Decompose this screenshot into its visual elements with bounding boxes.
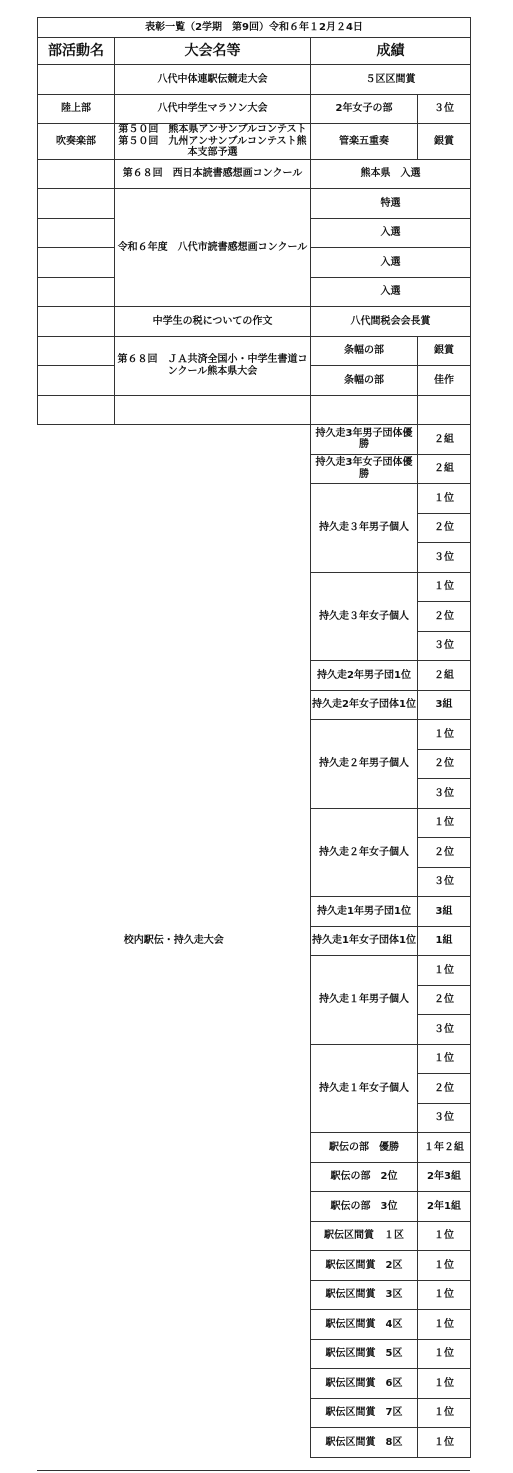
result-award-cell: ３位 [418,94,471,124]
result-award-cell: 3組 [418,897,471,927]
table-row [38,425,471,455]
result-award-cell: １位 [418,1221,471,1251]
result-award-cell: 3組 [418,690,471,720]
result-award-cell: 銀賞 [418,124,471,160]
result-award-cell: ３位 [418,543,471,573]
bottom-rule [37,1470,470,1471]
result-award-cell: ２位 [418,749,471,779]
result-award-cell: ２位 [418,985,471,1015]
result-award-cell: 2年1組 [418,1192,471,1222]
result-category-cell: 持久走２年女子個人 [311,808,418,897]
event-cell [115,124,311,160]
club-cell [38,366,115,396]
club-cell [38,189,115,219]
event-cell: 令和６年度 八代市読書感想画コンクール [115,189,311,307]
table-row [38,94,471,124]
result-category-cell [311,395,418,425]
result-award-cell: ３位 [418,867,471,897]
event-cell: 八代中学生マラソン大会 [115,94,311,124]
result-category-cell: 持久走1年女子団体1位 [311,926,418,956]
club-cell [38,218,115,248]
result-category-cell: 持久走3年女子団体優勝 [311,454,418,484]
result-category-cell: 持久走３年女子個人 [311,572,418,661]
club-cell: 吹奏楽部 [38,124,115,160]
result-category-cell: 持久走2年女子団体1位 [311,690,418,720]
table-row [38,124,471,160]
result-award-cell: １年２組 [418,1133,471,1163]
event-cell: 第６８回 西日本読書感想画コンクール [115,159,311,189]
result-category-cell: 駅伝の部 2位 [311,1162,418,1192]
result-award-cell: １位 [418,1369,471,1399]
club-cell [38,65,115,95]
result-category-cell: 持久走3年男子団体優勝 [311,425,418,455]
result-award-cell: １位 [418,1044,471,1074]
result-award-cell: １位 [418,956,471,986]
result-cell: 特選 [311,189,471,219]
result-award-cell: ３位 [418,1015,471,1045]
result-award-cell: １位 [418,1280,471,1310]
result-award-cell: 佳作 [418,366,471,396]
result-award-cell: ２位 [418,602,471,632]
table-row [38,336,471,366]
sheet-title: 表彰一覧（2学期 第9回）令和６年１2月２4日 [38,18,471,38]
event-cell: 第６８回 ＪＡ共済全国小・中学生書道コンクール熊本県大会 [115,336,311,395]
result-category-cell: 持久走３年男子個人 [311,484,418,573]
table-row [38,65,471,95]
result-award-cell: ３位 [418,631,471,661]
award-sheet [37,17,470,1458]
result-award-cell: １位 [418,1398,471,1428]
result-award-cell: ２位 [418,513,471,543]
result-award-cell: 銀賞 [418,336,471,366]
result-award-cell: １位 [418,1339,471,1369]
result-category-cell: 2年女子の部 [311,94,418,124]
result-award-cell: １位 [418,484,471,514]
result-cell: 熊本県 入選 [311,159,471,189]
result-award-cell: １位 [418,1310,471,1340]
club-cell [38,159,115,189]
club-cell [38,248,115,278]
result-award-cell: １位 [418,1428,471,1458]
result-category-cell: 駅伝区間賞 3区 [311,1280,418,1310]
result-category-cell: 駅伝の部 優勝 [311,1133,418,1163]
event-cell: 中学生の税についての作文 [115,307,311,337]
header-event: 大会名等 [115,38,311,65]
result-cell: ５区区間賞 [311,65,471,95]
result-category-cell: 駅伝区間賞 8区 [311,1428,418,1458]
result-cell: 八代間税会会長賞 [311,307,471,337]
result-award-cell: ２組 [418,425,471,455]
event-cell: 校内駅伝・持久走大会 [38,425,311,1458]
result-category-cell: 駅伝区間賞 4区 [311,1310,418,1340]
result-category-cell: 管楽五重奏 [311,124,418,160]
result-category-cell: 持久走１年女子個人 [311,1044,418,1133]
header-club: 部活動名 [38,38,115,65]
result-category-cell: 駅伝区間賞 １区 [311,1221,418,1251]
result-award-cell [418,395,471,425]
club-cell [38,307,115,337]
result-category-cell: 持久走１年男子個人 [311,956,418,1045]
result-award-cell: 1組 [418,926,471,956]
table-row [38,159,471,189]
result-category-cell: 駅伝区間賞 2区 [311,1251,418,1281]
event-cell: 八代中体連駅伝競走大会 [115,65,311,95]
result-category-cell: 駅伝区間賞 7区 [311,1398,418,1428]
event-cell [115,395,311,425]
result-award-cell: １位 [418,808,471,838]
result-category-cell: 持久走1年男子団1位 [311,897,418,927]
club-cell [38,395,115,425]
club-cell [38,277,115,307]
result-award-cell: 2年3組 [418,1162,471,1192]
result-category-cell: 条幅の部 [311,336,418,366]
result-award-cell: ３位 [418,1103,471,1133]
result-cell: 入選 [311,277,471,307]
result-award-cell: １位 [418,720,471,750]
result-category-cell: 駅伝区間賞 5区 [311,1339,418,1369]
table-row [38,307,471,337]
result-award-cell: １位 [418,1251,471,1281]
result-award-cell: ２位 [418,838,471,868]
result-category-cell: 条幅の部 [311,366,418,396]
event-line: 第５０回 熊本県アンサンブルコンテスト [118,124,307,135]
result-category-cell: 持久走２年男子個人 [311,720,418,809]
result-category-cell: 駅伝区間賞 6区 [311,1369,418,1399]
club-cell [38,336,115,366]
result-cell: 入選 [311,218,471,248]
awards-table [37,17,471,1458]
result-award-cell: １位 [418,572,471,602]
result-award-cell: ２位 [418,1074,471,1104]
club-cell: 陸上部 [38,94,115,124]
result-category-cell: 持久走2年男子団1位 [311,661,418,691]
event-line: 第５０回 九州アンサンブルコンテスト熊本支部予選 [118,135,307,158]
table-row [38,395,471,425]
result-category-cell: 駅伝の部 3位 [311,1192,418,1222]
result-award-cell: ２組 [418,661,471,691]
table-row [38,189,471,219]
header-result: 成績 [311,38,471,65]
result-cell: 入選 [311,248,471,278]
result-award-cell: ２組 [418,454,471,484]
result-award-cell: ３位 [418,779,471,809]
